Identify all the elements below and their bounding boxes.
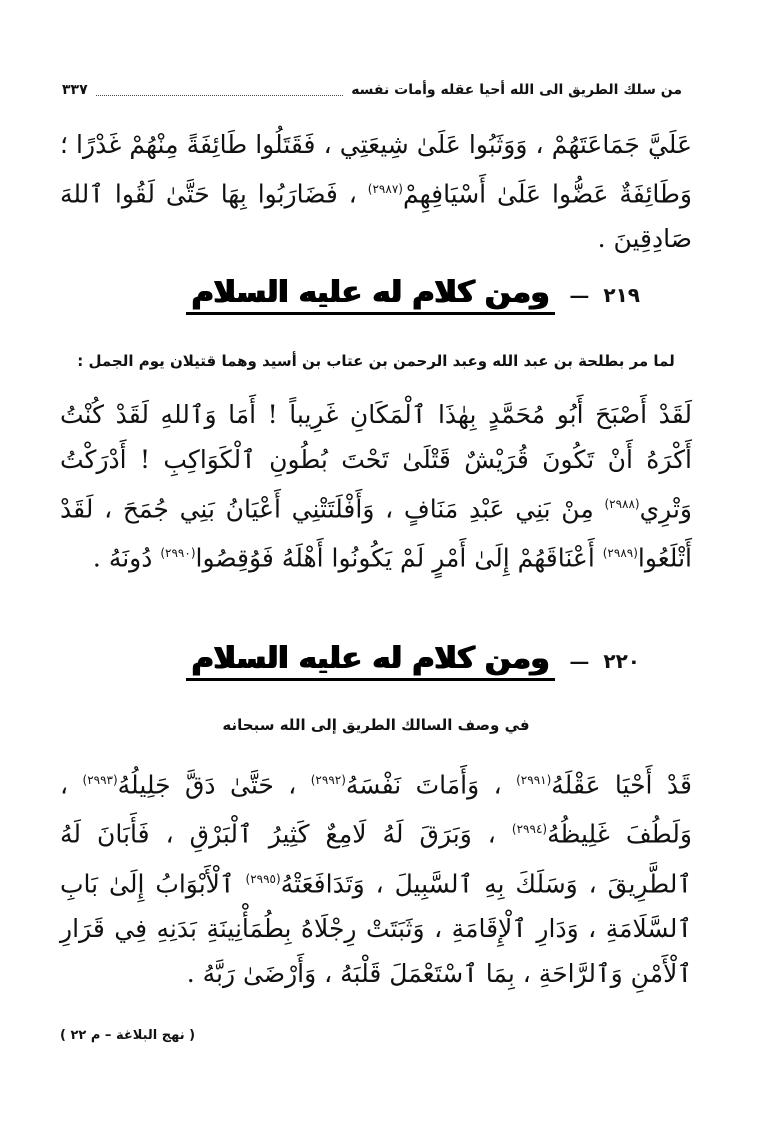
sermon-220-seg4: ، وَلَطُفَ غَلِيظُهُ — [60, 770, 692, 849]
sermon-title-banner: ومن كلام له عليه السلام — [186, 275, 556, 315]
header-dotted-leader — [96, 85, 344, 96]
footnote-ref[interactable]: (٢٩٩١) — [516, 773, 552, 787]
sermon-number: ٢٢٠ — [603, 649, 640, 673]
sermon-dash: — — [569, 649, 590, 673]
sermon-220-heading — [190, 636, 640, 686]
sermon-220-seg5: ، وَبَرَقَ لَهُ لَامِعٌ كَثِيرُ ٱلْبَرْقِ ، فَأَبَانَ لَهُ ٱلطَّرِيقَ ، وَسَلَكَ بِهِ ٱلسَّبِيلَ ، وَتَدَافَعَتْهُ — [60, 819, 692, 898]
sermon-219-heading — [190, 270, 640, 320]
running-header — [62, 76, 682, 104]
header-title: من سلك الطريق الى الله أحيا عقله وأمات نفسه — [351, 82, 682, 98]
sermon-dash: — — [569, 283, 590, 307]
top-text-after-note: ، فَضَارَبُوا بِهَا حَتَّىٰ لَقُوا ٱللهَ صَادِقِينَ . — [60, 179, 692, 254]
sermon-219-seg2: مِنْ بَنِي عَبْدِ مَنَافٍ ، وَأَفْلَتَتْنِي أَعْيَانُ بَنِي جُمَحَ ، لَقَدْ أَتْلَعُوا — [60, 494, 692, 573]
sermon-220-seg2: ، وَأَمَاتَ نَفْسَهُ — [345, 770, 502, 800]
sermon-219-occasion: لما مر بطلحة بن عبد الله وعبد الرحمن بن عتاب بن أسيد وهما قتيلان يوم الجمل : — [77, 352, 675, 370]
footnote-ref[interactable]: (٢٩٩٣) — [82, 773, 118, 787]
footnote-ref[interactable]: (٢٩٩٤) — [511, 822, 548, 837]
footnote-ref[interactable]: (٢٩٩٥) — [245, 871, 281, 886]
page-number: ٣٣٧ — [62, 82, 88, 98]
footnote-ref[interactable]: (٢٩٨٧) — [367, 182, 403, 196]
sermon-219-text — [60, 392, 692, 581]
footnote-ref[interactable]: (٢٩٩٢) — [310, 773, 346, 787]
sermon-219-seg3: أَعْنَاقَهُمْ إِلَىٰ أَمْرٍ لَمْ يَكُونُوا أَهْلَهُ فَوُقِصُوا — [195, 543, 595, 573]
sermon-number: ٢١٩ — [603, 283, 640, 307]
sermon-220-occasion: في وصف السالك الطريق إلى الله سبحانه — [222, 716, 530, 734]
sermon-title-banner: ومن كلام له عليه السلام — [186, 641, 556, 681]
sermon-220-seg3: ، حَتَّىٰ دَقَّ جَلِيلُهُ — [117, 770, 297, 800]
sermon-219-seg4: دُونَهُ . — [92, 543, 153, 573]
footer-signature: ( نهج البلاغة – م ٢٢ ) — [60, 1028, 196, 1043]
sermon-220-seg6: ٱلْأَبْوَابُ إِلَىٰ بَابِ ٱلسَّلَامَةِ ، وَدَارِ ٱلْإِقَامَةِ ، وَثَبَتَتْ رِجْلَاهُ بِطُمَأْنِينَةِ بَدَنِهِ فِي قَرَارِ ٱلْأَمْنِ وَٱلرَّاحَةِ ، بِمَا ٱسْتَعْمَلَ قَلْبَهُ ، وَأَرْضَىٰ رَبَّهُ . — [60, 868, 692, 988]
footnote-ref[interactable]: (٢٩٨٨) — [604, 497, 640, 511]
top-paragraph — [60, 122, 692, 261]
top-text-before-note: عَلَيَّ جَمَاعَتَهُمْ ، وَوَثَبُوا عَلَىٰ شِيعَتِي ، فَقَتَلُوا طَائِفَةً مِنْهُمْ غَدْرًا ؛ وَطَائِفَةٌ عَضُّوا عَلَىٰ أَسْيَافِهِمْ — [60, 130, 692, 209]
sermon-219-seg1: لَقَدْ أَصْبَحَ أَبُو مُحَمَّدٍ بِهٰذَا ٱلْمَكَانِ غَرِيباً ! أَمَا وَٱللهِ لَقَدْ كُنْتُ أَكْرَهُ أَنْ تَكُونَ قُرَيْشٌ قَتْلَىٰ تَحْتَ بُطُونِ ٱلْكَوَاكِبِ ! أَدْرَكْتُ وَتْرِي — [60, 400, 692, 524]
sermon-220-text — [60, 758, 692, 996]
footnote-ref[interactable]: (٢٩٩٠) — [160, 546, 196, 561]
footnote-ref[interactable]: (٢٩٨٩) — [602, 546, 638, 561]
sermon-220-seg1: قَدْ أَحْيَا عَقْلَهُ — [551, 770, 692, 800]
